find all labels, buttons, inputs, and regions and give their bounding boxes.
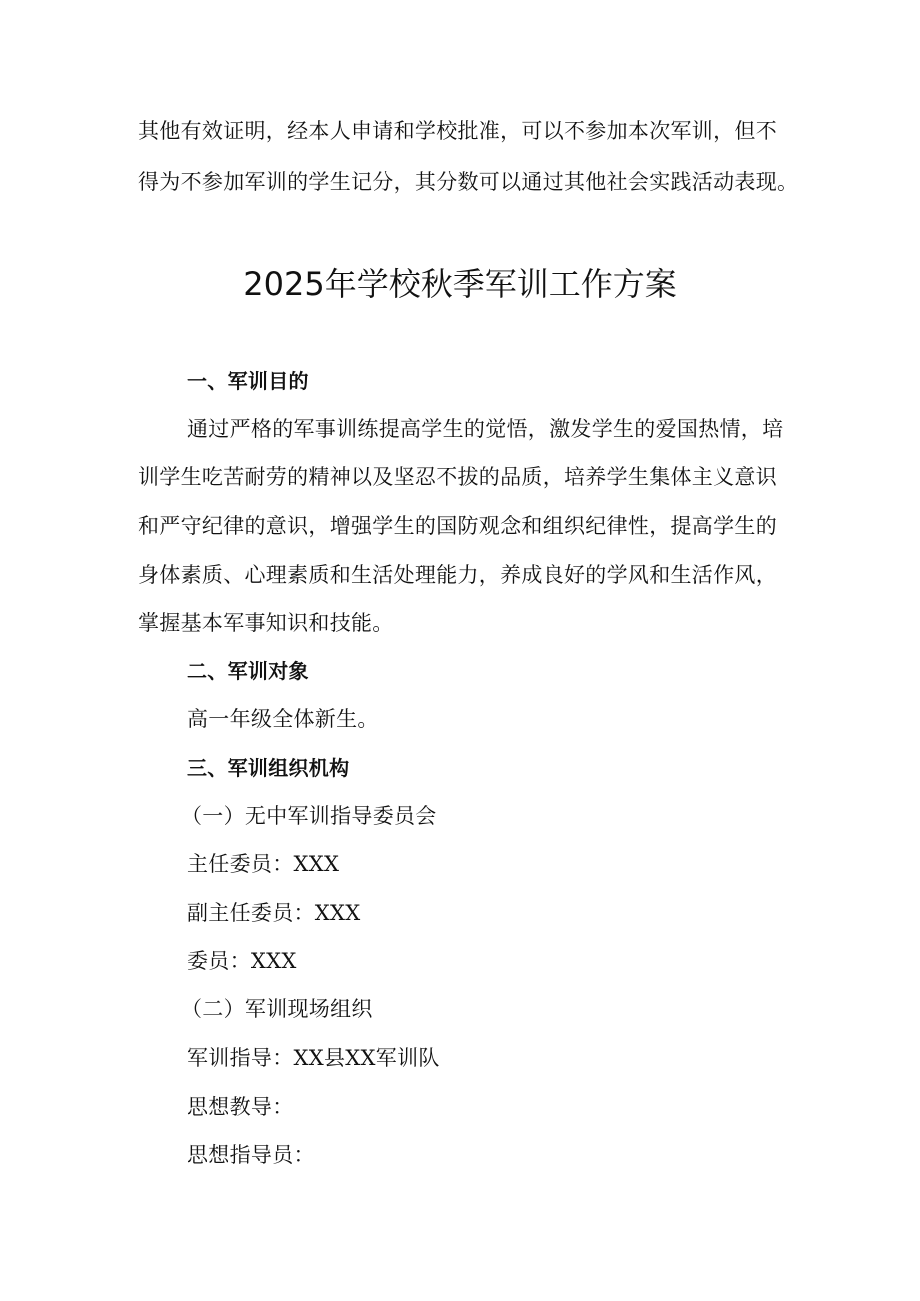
ideology-instructor: 思想指导员：	[187, 1143, 315, 1167]
purpose-paragraph-line-3: 和严守纪律的意识，增强学生的国防观念和组织纪律性，提高学生的	[138, 514, 777, 538]
field-instructor: 军训指导：XX县XX军训队	[187, 1046, 440, 1070]
committee-member: 委员：XXX	[187, 949, 297, 973]
committee-deputy-director: 副主任委员：XXX	[187, 901, 361, 925]
previous-section-line-2: 得为不参加军训的学生记分，其分数可以通过其他社会实践活动表现。	[138, 170, 799, 194]
purpose-paragraph-line-1: 通过严格的军事训练提高学生的觉悟，激发学生的爱国热情，培	[187, 417, 784, 441]
subsection-field-organization: （二）军训现场组织	[181, 997, 373, 1021]
section-heading-purpose: 一、军训目的	[187, 369, 309, 393]
subsection-committee: （一）无中军训指导委员会	[181, 804, 437, 828]
document-title: 2025年学校秋季军训工作方案	[243, 265, 677, 303]
previous-section-line-1: 其他有效证明，经本人申请和学校批准，可以不参加本次军训，但不	[138, 119, 777, 143]
purpose-paragraph-line-5: 掌握基本军事知识和技能。	[138, 611, 394, 635]
ideology-teaching: 思想教导：	[187, 1095, 294, 1119]
section-heading-target: 二、军训对象	[187, 659, 309, 683]
target-text: 高一年级全体新生。	[187, 707, 379, 731]
section-heading-organization: 三、军训组织机构	[187, 756, 350, 780]
purpose-paragraph-line-4: 身体素质、心理素质和生活处理能力，养成良好的学风和生活作风，	[138, 563, 777, 587]
committee-director: 主任委员：XXX	[187, 852, 340, 876]
purpose-paragraph-line-2: 训学生吃苦耐劳的精神以及坚忍不拔的品质，培养学生集体主义意识	[138, 465, 777, 489]
